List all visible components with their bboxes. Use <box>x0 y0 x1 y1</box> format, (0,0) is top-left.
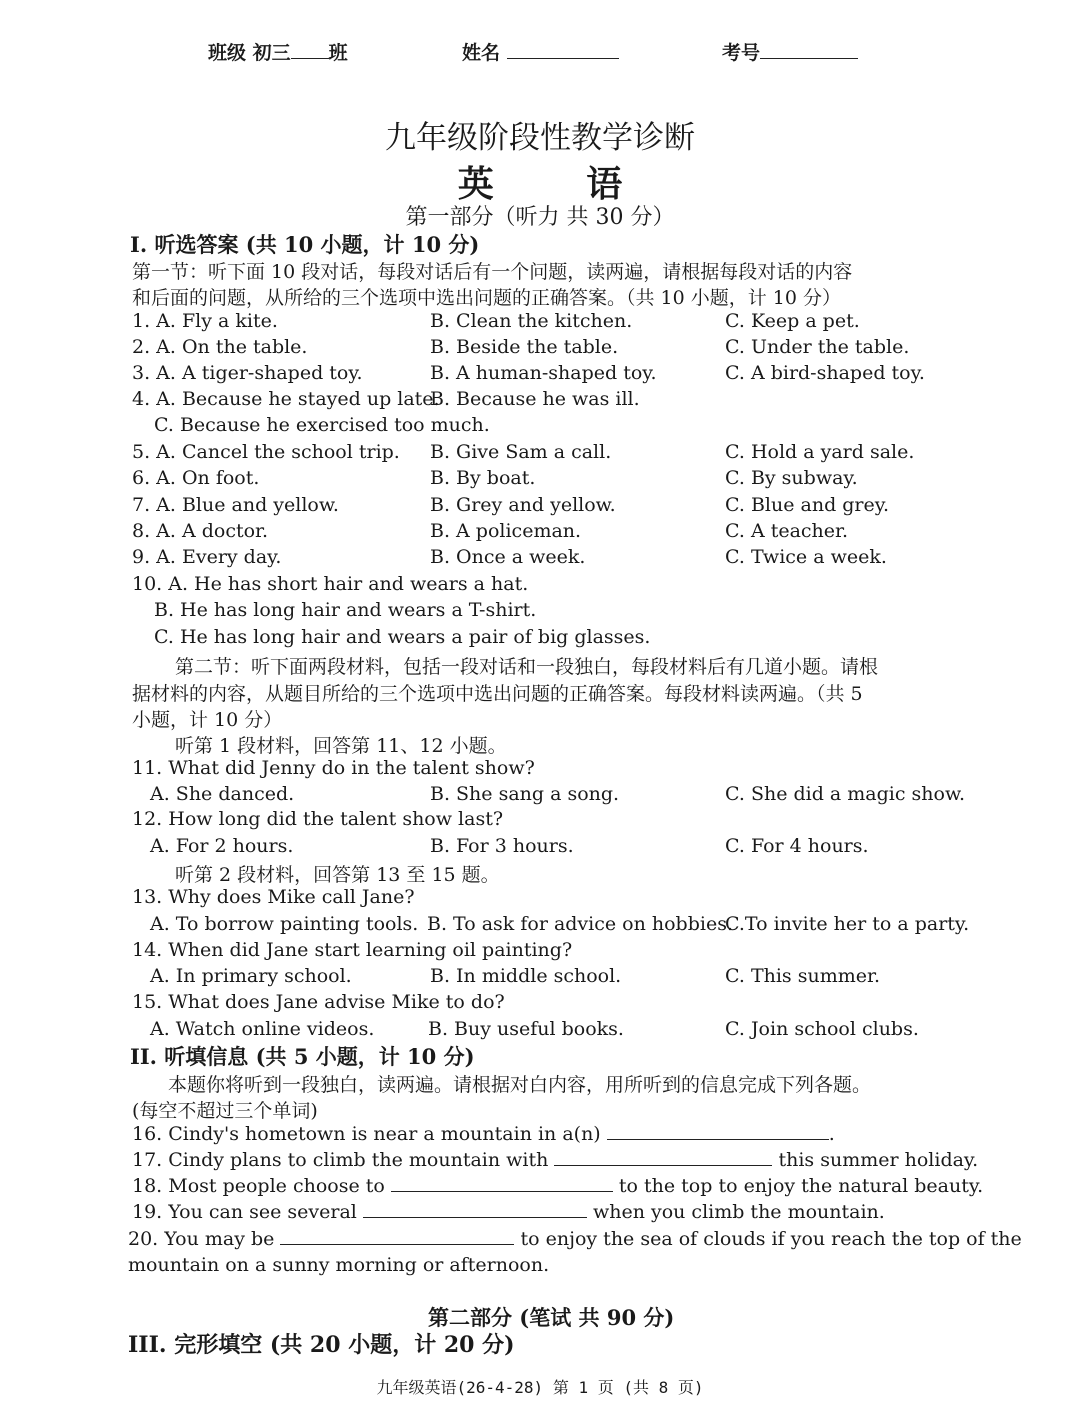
exam-title: 九年级阶段性教学诊断 <box>385 120 695 156</box>
fill-question-20-continued: mountain on a sunny morning or afternoon. <box>128 1254 550 1276</box>
option-10a: 10. A. He has short hair and wears a hat. <box>132 573 529 595</box>
option-6c: C. By subway. <box>725 467 858 489</box>
page-footer: 九年级英语(26-4-28) 第 1 页 (共 8 页) <box>376 1378 704 1397</box>
q16-text-after: . <box>828 1123 835 1145</box>
material1-note: 听第 1 段材料，回答第 11、12 小题。 <box>175 735 507 757</box>
class-field <box>208 38 348 65</box>
option-6a: 6. A. On foot. <box>132 467 260 489</box>
question-15-stem: 15. What does Jane advise Mike to do? <box>132 991 505 1013</box>
option-1c: C. Keep a pet. <box>725 310 860 332</box>
name-blank <box>507 40 619 59</box>
exam-no-field <box>722 38 858 65</box>
option-14b: B. In middle school. <box>430 965 622 987</box>
option-8a: 8. A. A doctor. <box>132 520 269 542</box>
answer-blank-19[interactable] <box>363 1201 587 1218</box>
option-14c: C. This summer. <box>725 965 881 987</box>
name-label: 姓名 <box>462 42 501 64</box>
q16-text-before: 16. Cindy's hometown is near a mountain in a(n) <box>132 1123 601 1145</box>
subject-title: 英 语 <box>457 163 663 205</box>
option-11b: B. She sang a song. <box>430 783 620 805</box>
fill-question-18 <box>132 1175 983 1197</box>
option-4b: B. Because he was ill. <box>430 388 640 410</box>
option-10c: C. He has long hair and wears a pair of big glasses. <box>154 626 651 648</box>
fill-question-20 <box>128 1228 1022 1250</box>
answer-blank-17[interactable] <box>554 1149 772 1166</box>
option-1b: B. Clean the kitchen. <box>430 310 633 332</box>
option-12a: A. For 2 hours. <box>150 835 294 857</box>
option-7a: 7. A. Blue and yellow. <box>132 494 339 516</box>
fill-question-19 <box>132 1201 885 1223</box>
section2-instruction-line: 本题你将听到一段独白，读两遍。请根据对白内容，用所听到的信息完成下列各题。 <box>168 1074 872 1096</box>
question-12-stem: 12. How long did the talent show last? <box>132 808 504 830</box>
part2-heading: 第二部分 (笔试 共 90 分) <box>428 1305 675 1330</box>
class-label: 班级 初三 <box>208 42 291 64</box>
option-1a: 1. A. Fly a kite. <box>132 310 278 332</box>
option-9c: C. Twice a week. <box>725 546 887 568</box>
option-12c: C. For 4 hours. <box>725 835 869 857</box>
section1-heading: I. 听选答案 (共 10 小题，计 10 分) <box>130 232 480 257</box>
option-13c: C.To invite her to a party. <box>725 913 970 935</box>
option-5b: B. Give Sam a call. <box>430 441 612 463</box>
q19-text-before: 19. You can see several <box>132 1201 357 1223</box>
section1-part2-instruction-line: 据材料的内容，从题目所给的三个选项中选出问题的正确答案。每段材料读两遍。（共 5 <box>132 683 863 705</box>
class-suffix: 班 <box>328 42 348 64</box>
section1-part2-instruction-line: 小题，计 10 分） <box>132 709 283 731</box>
option-12b: B. For 3 hours. <box>430 835 574 857</box>
section1-instruction-line: 第一节：听下面 10 段对话，每段对话后有一个问题，读两遍，请根据每段对话的内容 <box>132 261 853 283</box>
q18-text-after: to the top to enjoy the natural beauty. <box>618 1175 984 1197</box>
option-2c: C. Under the table. <box>725 336 910 358</box>
option-15b: B. Buy useful books. <box>428 1018 624 1040</box>
option-10b: B. He has long hair and wears a T-shirt. <box>154 599 537 621</box>
option-8b: B. A policeman. <box>430 520 582 542</box>
section1-part2-instruction-line: 第二节：听下面两段材料，包括一段对话和一段独白，每段材料后有几道小题。请根 <box>175 656 879 678</box>
q20-text-after: to enjoy the sea of clouds if you reach the top of the <box>520 1228 1022 1250</box>
section2-heading: II. 听填信息 (共 5 小题，计 10 分) <box>130 1044 475 1069</box>
q17-text-after: this summer holiday. <box>778 1149 979 1171</box>
option-8c: C. A teacher. <box>725 520 849 542</box>
fill-question-17 <box>132 1149 978 1171</box>
option-9b: B. Once a week. <box>430 546 586 568</box>
option-15a: A. Watch online videos. <box>150 1018 375 1040</box>
option-11a: A. She danced. <box>150 783 295 805</box>
class-blank <box>291 40 329 59</box>
question-11-stem: 11. What did Jenny do in the talent show? <box>132 757 535 779</box>
name-field <box>462 38 619 65</box>
option-5c: C. Hold a yard sale. <box>725 441 915 463</box>
option-3a: 3. A. A tiger-shaped toy. <box>132 362 363 384</box>
option-2b: B. Beside the table. <box>430 336 619 358</box>
exam-no-label: 考号 <box>722 42 761 64</box>
option-14a: A. In primary school. <box>150 965 352 987</box>
option-13b: B. To ask for advice on hobbies. <box>427 913 733 935</box>
answer-blank-20[interactable] <box>280 1228 514 1245</box>
option-4c: C. Because he exercised too much. <box>154 414 490 436</box>
option-11c: C. She did a magic show. <box>725 783 966 805</box>
section1-instruction-line: 和后面的问题，从所给的三个选项中选出问题的正确答案。（共 10 小题，计 10 分） <box>132 287 842 309</box>
fill-question-16 <box>132 1123 835 1145</box>
exam-no-blank <box>760 40 858 59</box>
option-6b: B. By boat. <box>430 467 536 489</box>
option-3c: C. A bird-shaped toy. <box>725 362 925 384</box>
section3-heading: III. 完形填空 (共 20 小题，计 20 分) <box>128 1332 515 1358</box>
q19-text-after: when you climb the mountain. <box>592 1201 885 1223</box>
option-5a: 5. A. Cancel the school trip. <box>132 441 400 463</box>
q20-text-before: 20. You may be <box>128 1228 275 1250</box>
material2-note: 听第 2 段材料，回答第 13 至 15 题。 <box>175 864 500 886</box>
option-3b: B. A human-shaped toy. <box>430 362 657 384</box>
option-7b: B. Grey and yellow. <box>430 494 616 516</box>
part1-heading: 第一部分（听力 共 30 分） <box>405 205 675 230</box>
q17-text-before: 17. Cindy plans to climb the mountain with <box>132 1149 549 1171</box>
option-15c: C. Join school clubs. <box>725 1018 919 1040</box>
option-13a: A. To borrow painting tools. <box>150 913 419 935</box>
option-2a: 2. A. On the table. <box>132 336 308 358</box>
answer-blank-16[interactable] <box>607 1123 829 1140</box>
answer-blank-18[interactable] <box>391 1175 613 1192</box>
section2-instruction-line: (每空不超过三个单词) <box>132 1100 318 1122</box>
option-9a: 9. A. Every day. <box>132 546 282 568</box>
option-4a: 4. A. Because he stayed up late. <box>132 388 440 410</box>
option-7c: C. Blue and grey. <box>725 494 890 516</box>
question-13-stem: 13. Why does Mike call Jane? <box>132 886 415 908</box>
question-14-stem: 14. When did Jane start learning oil painting? <box>132 939 573 961</box>
q18-text-before: 18. Most people choose to <box>132 1175 385 1197</box>
